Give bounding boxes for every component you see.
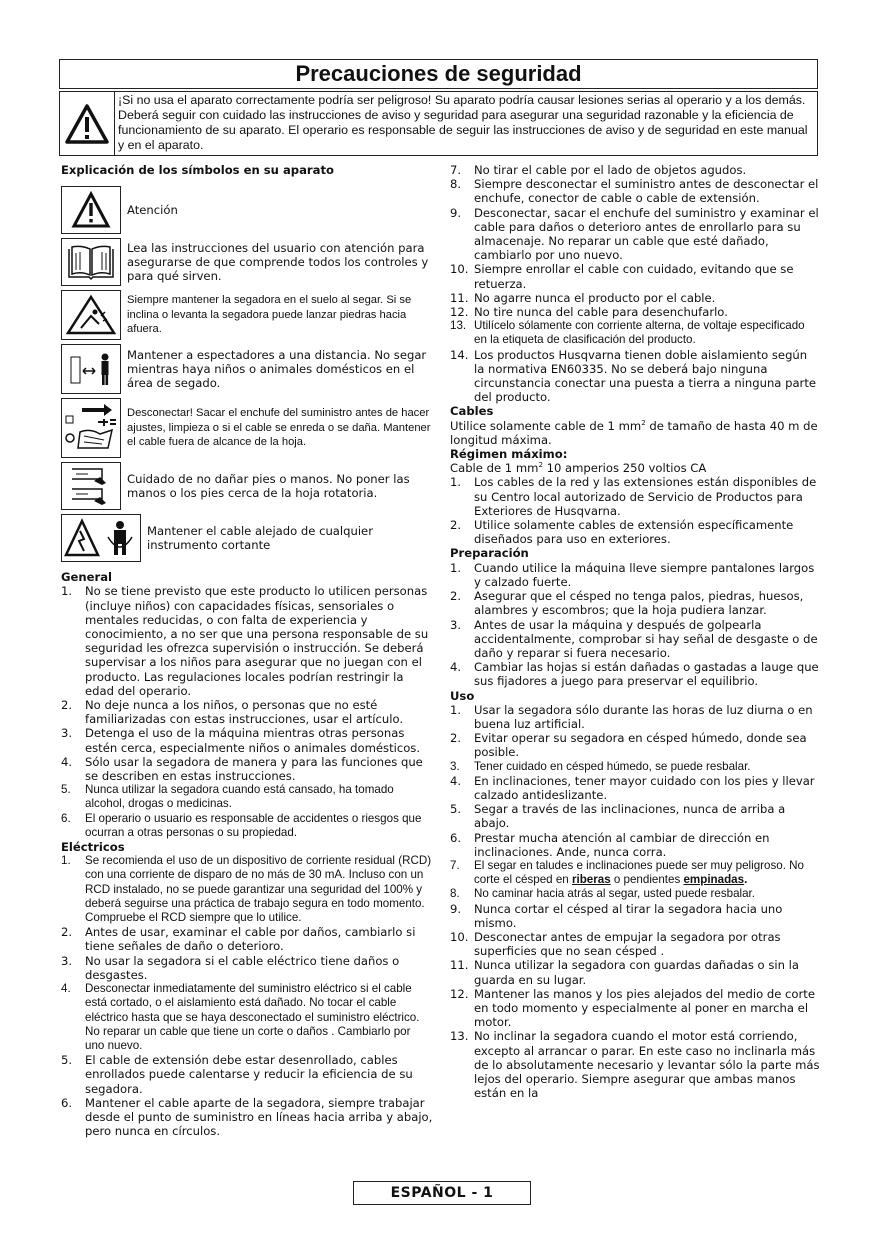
warning-triangle-icon: [61, 186, 121, 234]
list-item: 5. El cable de extensión debe estar desenrollado, cables enrollados puede calentarse y reducir la eficiencia de su segadora.: [61, 1053, 413, 1096]
list-item: 4. Desconectar inmediatamente del suministro eléctrico si el cable está cortado, o el aislamiento está dañado. No tocar el cable eléctrico hasta que se haya desconectado el suministro eléctrico. No reparar un cable que tiene un corte o daños . Cambiarlo por uno nuevo.: [61, 982, 420, 1052]
list-item: 5. Nunca utilizar la segadora cuando está cansado, ha tomado alcohol, drogas o medicinas.: [61, 783, 394, 811]
list-item: 7. El segar en taludes e inclinaciones puede ser muy peligroso. No corte el césped en riberas o pendientes empinadas.: [450, 858, 804, 887]
symbol-row-hands-feet: [61, 462, 433, 510]
list-item: 4. Cambiar las hojas si están dañadas o gastadas a lauge que sus fijadores a juego para preservar el equilibrio.: [450, 660, 819, 689]
symbol-text: Desconectar! Sacar el enchufe del suministro antes de hacer ajustes, limpieza o si el cable se enreda o se daña. Mantener el cable fuera de alcance de la hoja.: [127, 407, 431, 449]
list-item: 3. No usar la segadora si el cable eléctrico tiene daños o desgastes.: [61, 953, 400, 982]
list-item: 3. Detenga el uso de la máquina mientras otras personas estén cerca, especialmente niños o animales domésticos.: [61, 726, 421, 755]
preparacion-list: [450, 561, 820, 689]
list-item: 6. El operario o usuario es responsable de accidentes o riesgos que ocurran a otras personas o su propiedad.: [61, 811, 422, 839]
list-item: 8. No caminar hacia atrás al segar, usted puede resbalar.: [450, 887, 755, 901]
left-column: [61, 163, 433, 1138]
list-item: 10. Desconectar antes de empujar la segadora por otras superficies que no sean césped .: [450, 929, 781, 959]
open-book-icon: [61, 238, 121, 286]
preparacion-heading: Preparación: [450, 546, 529, 561]
page-title: Precauciones de seguridad: [295, 61, 582, 86]
list-item: 9. Nunca cortar el césped al tirar la segadora hacia uno mismo.: [450, 901, 783, 930]
symbol-text: Atención: [127, 203, 178, 218]
warning-text: ¡Si no usa el aparato correctamente podría ser peligroso! Su aparato podría causar lesiones serias al operario y a los demás. Deberá seguir con cuidado las instrucciones de aviso y seguridad para asegurar una seguridad razonable y la eficiencia de funcionamiento de su aparato. El operario es responsable de seguir las instrucciones de aviso y de seguridad en este manual y en el aparato.: [118, 93, 808, 152]
electricos-heading: Eléctricos: [61, 840, 125, 855]
general-list: [61, 584, 433, 840]
symbol-row-bystanders: [61, 344, 433, 394]
list-item: 6. Mantener el cable aparte de la segadora, siempre trabajar desde el punto de suministro en líneas hacia arriba y abajo, pero nunca en círculos.: [61, 1095, 433, 1139]
electricos-list-continued: [450, 163, 820, 404]
list-item: 1. Usar la segadora sólo durante las horas de luz diurna o en buena luz artificial.: [450, 702, 813, 731]
title-box: [59, 59, 818, 89]
electricos-list: [61, 854, 433, 1138]
symbol-row-cable-cutting: [61, 514, 433, 562]
list-item: 12. No tire nunca del cable para desenchufarlo.: [450, 305, 728, 320]
list-item: 3. Tener cuidado en césped húmedo, se puede resbalar.: [450, 759, 751, 773]
list-item: 5. Segar a través de las inclinaciones, nunca de arriba a abajo.: [450, 802, 786, 831]
list-item: 1. No se tiene previsto que este producto lo utilicen personas (incluye niños) con capacidades físicas, sensoriales o mentales reducidas, o con falta de experiencia y conocimiento, a no ser que una persona responsable de su seguridad les ofrezca supervisión o instrucción. Se deberá supervisar a los niños para asegurar que no juegan con el producto. Las regulaciones locales podrían restringir la edad del operario.: [61, 584, 429, 698]
right-column: [450, 163, 820, 1100]
uso-list: [450, 703, 820, 1101]
list-item: 2. Utilice solamente cables de extensión específicamente diseñados para uso en exteriores.: [450, 518, 794, 547]
list-item: 9. Desconectar, sacar el enchufe del suministro y examinar el cable para daños o deterioro antes de enrollarlo para su almacenaje. No reparar un cable que esté dañado, cambiarlo por uno nuevo.: [450, 205, 819, 263]
list-item: 7. No tirar el cable por el lado de objetos agudos.: [450, 163, 747, 177]
list-item: 1. Cuando utilice la máquina lleve siempre pantalones largos y calzado fuerte.: [450, 560, 815, 589]
list-item: 3. Antes de usar la máquina y después de golpearla accidentalmente, comprobar si hay señal de desgaste o de daño y reparar si fuera necesario.: [450, 617, 818, 660]
cables-text: Utilice solamente cable de 1 $mm^2$ de tamaño de hasta 40 m de longitud máxima.: [450, 418, 818, 447]
list-item: 4. En inclinaciones, tener mayor cuidado con los pies y llevar calzado antideslizante.: [450, 773, 815, 802]
list-item: 13. Utilícelo sólamente con corriente alterna, de voltaje especificado en la etiqueta de clasificación del producto.: [450, 319, 805, 347]
blade-hands-feet-icon: [61, 462, 121, 510]
list-item: 2. Evitar operar su segadora en césped húmedo, donde sea posible.: [450, 731, 807, 760]
symbol-row-disconnect: [61, 398, 433, 458]
general-heading: General: [61, 570, 113, 585]
list-item: 13. No inclinar la segadora cuando el motor está corriendo, excepto al arrancar o parar. En este caso no inclinarla más de lo absolutamente necesario y levantar sólo la parte más lejos del operario. Siempre asegurar que ambas manos están en la: [450, 1029, 820, 1101]
thrown-object-warning-icon: [61, 290, 121, 340]
cables-heading: Cables: [450, 404, 494, 419]
list-item: 11. Nunca utilizar la segadora con guardas dañadas o sin la guarda en su lugar.: [450, 958, 799, 987]
regimen-text: Cable de 1 $mm^2$ 10 amperios 250 voltios CA: [450, 461, 707, 476]
unplug-icon: [61, 398, 121, 458]
symbol-text: Siempre mantener la segadora en el suelo al segar. Si se inclina o levanta la segadora puede lanzar piedras hacia afuera.: [127, 294, 412, 336]
list-item: 8. Siempre desconectar el suministro antes de desconectar el enchufe, conector de cable o cable de extensión.: [450, 177, 819, 206]
regimen-heading: Régimen máximo:: [450, 447, 568, 462]
list-item: 2. Antes de usar, examinar el cable por daños, cambiarlo si tiene señales de daño o deterioro.: [61, 925, 416, 954]
symbol-row-attention: [61, 186, 433, 234]
list-item: 1. Los cables de la red y las extensiones están disponibles de su Centro local autorizado de Servicio de Productos para Exteriores de Husqvarna.: [450, 475, 817, 518]
symbol-text: Mantener el cable alejado de cualquier instrumento cortante: [147, 524, 373, 553]
symbol-row-manual: [61, 238, 433, 286]
symbol-row-thrown-objects: [61, 290, 433, 340]
symbol-text: Lea las instrucciones del usuario con atención para asegurarse de que comprende todos los controles y para qué sirven.: [127, 240, 429, 284]
list-item: 2. No deje nunca a los niños, o personas que no esté familiarizadas con estas instrucciones, usar el artículo.: [61, 698, 404, 727]
uso-heading: Uso: [450, 688, 475, 703]
regimen-list: [450, 475, 820, 546]
list-item: 1. Se recomienda el uso de un dispositivo de corriente residual (RCD) con una corriente de disparo de no más de 30 mA. Incluso con un RCD instalado, no se puede garantizar una seguridad del 100% y deberá seguirse una práctica de trabajo segura en todo momento. Compruebe el RCD siempre que lo utilice.: [61, 854, 432, 925]
symbol-text: Mantener a espectadores a una distancia. No segar mientras haya niños o animales domésticos en el área de segado.: [127, 347, 427, 391]
list-item: 14. Los productos Husqvarna tienen doble aislamiento según la normativa EN60335. No se deberá bajo ninguna circunstancia conectar una puesta a tierra a ninguna parte del producto.: [450, 347, 816, 405]
warning-box: [59, 91, 818, 156]
list-item: 12. Mantener las manos y los pies alejados del medio de corte en todo momento y especialmente al poner en marcha el motor.: [450, 986, 815, 1030]
list-item: 2. Asegurar que el césped no tenga palos, piedras, huesos, alambres y escombros; que la hoja pudiera lanzar.: [450, 589, 804, 618]
keep-distance-icon: [61, 344, 121, 394]
symbol-text: Cuidado de no dañar pies o manos. No poner las manos o los pies cerca de la hoja rotatoria.: [127, 472, 410, 501]
symbols-heading: Explicación de los símbolos en su aparato: [61, 163, 334, 177]
list-item: 4. Sólo usar la segadora de manera y para las funciones que se describen en estas instrucciones.: [61, 754, 423, 784]
list-item: 6. Prestar mucha atención al cambiar de dirección en inclinaciones. Ande, nunca corra.: [450, 830, 770, 859]
cable-cutting-warning-icon: [61, 514, 141, 562]
list-item: 10. Siempre enrollar el cable con cuidado, evitando que se retuerza.: [450, 262, 794, 291]
page-footer: ESPAÑOL - 1: [353, 1181, 531, 1205]
warning-triangle-icon: [60, 92, 115, 155]
list-item: 11. No agarre nunca el producto por el cable.: [450, 290, 716, 305]
